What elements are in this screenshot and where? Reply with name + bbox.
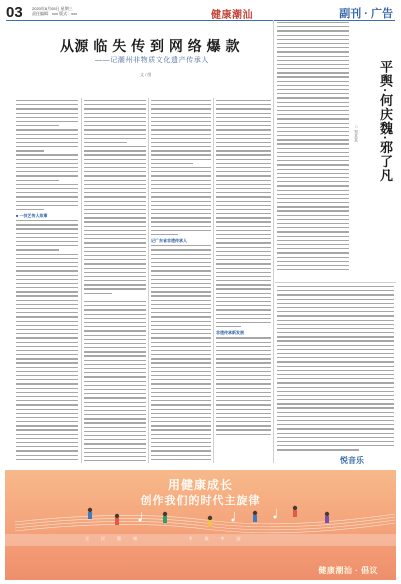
text-column-5 bbox=[277, 22, 349, 280]
article-headline: 从源 临 失 传 到 网 络 爆 款 bbox=[59, 38, 241, 54]
masthead bbox=[6, 5, 395, 21]
text-column-4 bbox=[216, 100, 271, 462]
figures-icon bbox=[88, 506, 329, 527]
section-name: 副刊 · 广告 bbox=[339, 8, 393, 20]
column-divider bbox=[273, 20, 274, 463]
paper-name: 健康潮汕 bbox=[211, 10, 253, 21]
side-article-author: □ 郑某某 bbox=[354, 124, 359, 143]
column-divider bbox=[148, 98, 149, 463]
article-subhead: ——记潮州非物质文化遗产传承人 bbox=[95, 57, 209, 64]
poster-footer: 健康潮汕 · 倡议 bbox=[318, 566, 378, 575]
section-divider bbox=[275, 282, 396, 283]
column-subtitle: 记广东省非遗传承人 bbox=[151, 238, 187, 244]
text-column-6 bbox=[277, 286, 394, 452]
issue-meta bbox=[32, 6, 102, 16]
side-article-title: 平舆·何庆魏·邪了凡 bbox=[378, 60, 393, 183]
page-number: 03 bbox=[6, 4, 23, 21]
ad-poster bbox=[5, 470, 396, 580]
issue-meta-line: 责任编辑：xxx 版式：xxx bbox=[32, 11, 78, 16]
column-subtitle: 非遗传承新发展 bbox=[216, 330, 244, 336]
column-divider bbox=[81, 98, 82, 463]
poster-title: 用健康成长 bbox=[167, 478, 233, 492]
text-column-2 bbox=[84, 100, 146, 462]
poster-band-text: 全民健康 · 幸福中国 bbox=[85, 536, 253, 541]
column-subtitle: ■ 一技艺传人故事 bbox=[16, 213, 48, 219]
poster-subtitle: 创作我们的时代主旋律 bbox=[140, 495, 261, 507]
column-divider bbox=[213, 98, 214, 463]
article-byline: 文 / 图 bbox=[140, 72, 152, 77]
poster-illustration bbox=[5, 470, 396, 580]
poster-corner-label: 悦音乐 bbox=[340, 456, 364, 465]
issue-meta-line: 2020年8月05日 星期三 bbox=[32, 6, 73, 11]
text-column-3 bbox=[151, 100, 211, 462]
text-column-1 bbox=[16, 100, 78, 462]
